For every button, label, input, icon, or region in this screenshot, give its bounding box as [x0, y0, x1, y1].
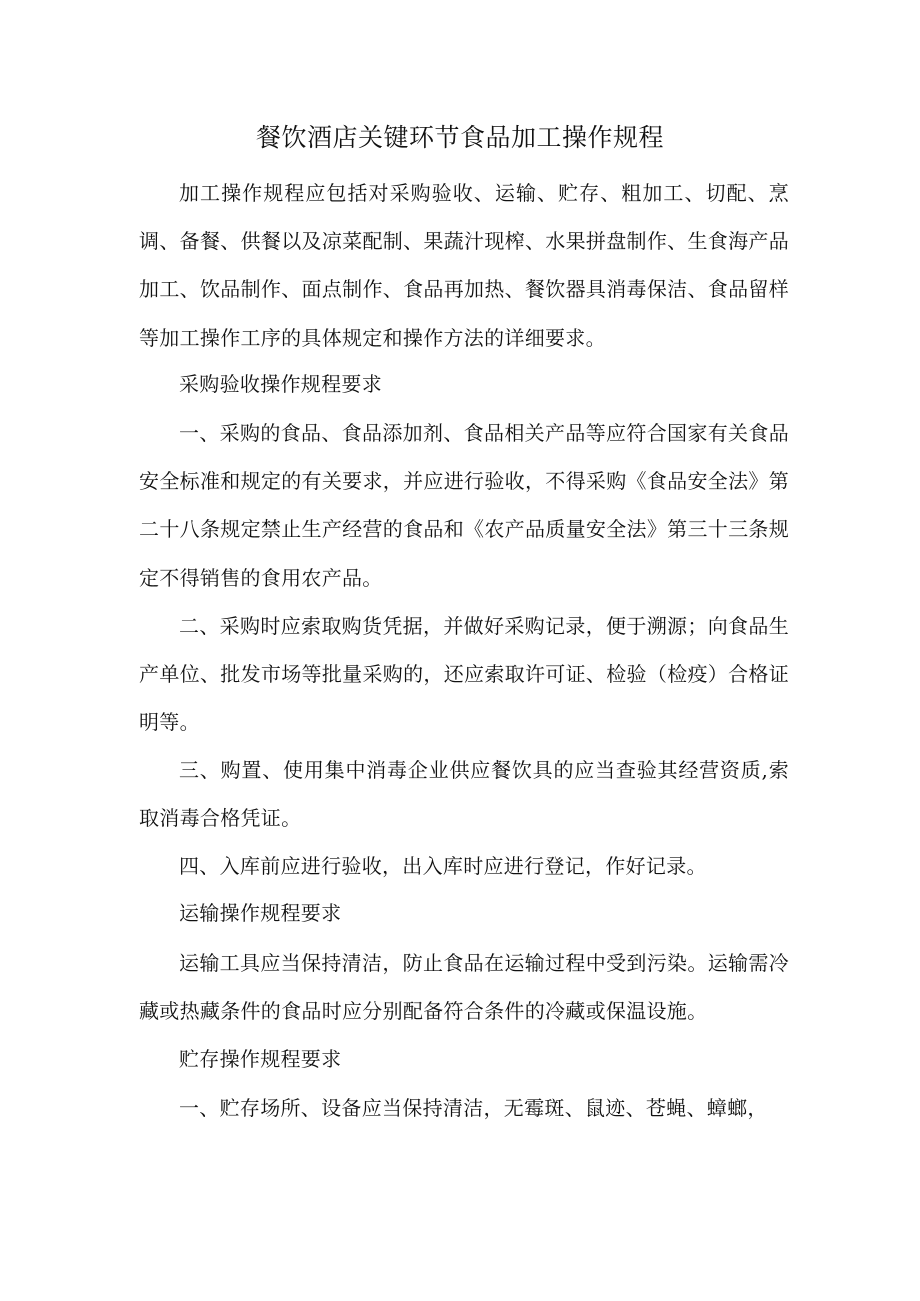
- document-title: 餐饮酒店关键环节食品加工操作规程: [255, 123, 664, 152]
- section-heading-purchase: 采购验收操作规程要求: [179, 372, 382, 396]
- section-heading-transport: 运输操作规程要求: [179, 901, 342, 925]
- storage-paragraph-1: 一、贮存场所、设备应当保持清洁，无霉斑、鼠迹、苍蝇、蟑螂，: [179, 1096, 768, 1120]
- purchase-paragraph-4: 四、入库前应进行验收，出入库时应进行登记，作好记录。: [179, 854, 707, 878]
- purchase-paragraph-3: 三、购置、使用集中消毒企业供应餐饮具的应当查验其经营资质,索取消毒合格凭证。: [139, 758, 789, 831]
- purchase-paragraph-2: 二、采购时应索取购货凭据，并做好采购记录，便于溯源；向食品生产单位、批发市场等批量采购的，还应索取许可证、检验（检疫）合格证明等。: [139, 614, 789, 735]
- intro-paragraph: 加工操作规程应包括对采购验收、运输、贮存、粗加工、切配、烹调、备餐、供餐以及凉菜配制、果蔬汁现榨、水果拼盘制作、生食海产品加工、饮品制作、面点制作、食品再加热、餐饮器具消毒保洁、食品留样等加工操作工序的具体规定和操作方法的详细要求。: [139, 181, 789, 350]
- section-heading-storage: 贮存操作规程要求: [179, 1047, 342, 1071]
- purchase-paragraph-1: 一、采购的食品、食品添加剂、食品相关产品等应符合国家有关食品安全标准和规定的有关要求，并应进行验收，不得采购《食品安全法》第二十八条规定禁止生产经营的食品和《农产品质量安全法》第三十三条规定不得销售的食用农产品。: [139, 421, 789, 590]
- transport-paragraph-1: 运输工具应当保持清洁，防止食品在运输过程中受到污染。运输需冷藏或热藏条件的食品时应分别配备符合条件的冷藏或保温设施。: [139, 951, 789, 1024]
